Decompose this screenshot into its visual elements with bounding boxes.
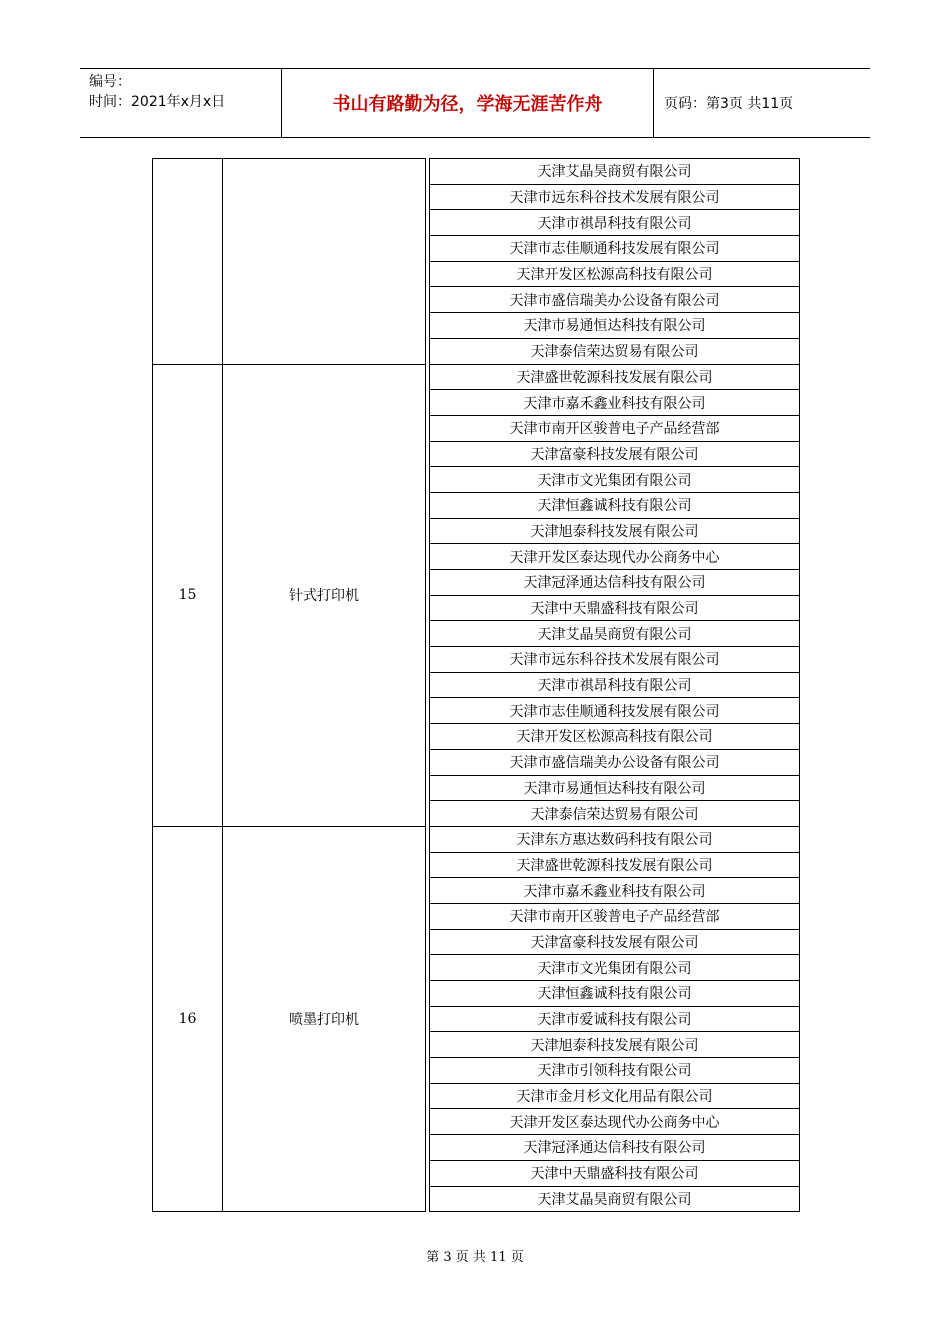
- company-cell: 天津富豪科技发展有限公司: [430, 441, 800, 467]
- company-cell: 天津恒鑫诚科技有限公司: [430, 981, 800, 1007]
- company-cell: 天津市祺昂科技有限公司: [430, 672, 800, 698]
- item-name: 喷墨打印机: [223, 826, 426, 1211]
- company-cell: 天津开发区松源高科技有限公司: [430, 261, 800, 287]
- company-cell: 天津市文光集团有限公司: [430, 955, 800, 981]
- table-row: [153, 364, 800, 390]
- company-cell: 天津市远东科谷技术发展有限公司: [430, 647, 800, 673]
- item-number: 15: [153, 364, 223, 826]
- company-cell: 天津市盛信瑞美办公设备有限公司: [430, 749, 800, 775]
- company-cell: 天津冠泽通达信科技有限公司: [430, 1135, 800, 1161]
- company-cell: 天津艾晶昊商贸有限公司: [430, 621, 800, 647]
- company-cell: 天津市南开区骏普电子产品经营部: [430, 903, 800, 929]
- time-label: 时间：2021年x月x日: [89, 94, 226, 110]
- company-cell: 天津艾晶昊商贸有限公司: [430, 159, 800, 185]
- item-number: 16: [153, 826, 223, 1211]
- company-cell: 天津市易通恒达科技有限公司: [430, 313, 800, 339]
- company-cell: 天津盛世乾源科技发展有限公司: [430, 852, 800, 878]
- company-cell: 天津市南开区骏普电子产品经营部: [430, 415, 800, 441]
- company-cell: 天津市引领科技有限公司: [430, 1058, 800, 1084]
- company-cell: 天津市文光集团有限公司: [430, 467, 800, 493]
- company-cell: 天津恒鑫诚科技有限公司: [430, 492, 800, 518]
- table-row: [153, 159, 800, 185]
- item-number: [153, 159, 223, 365]
- company-cell: 天津泰信荣达贸易有限公司: [430, 801, 800, 827]
- code-label: 编号：: [89, 74, 131, 90]
- company-cell: 天津市嘉禾鑫业科技有限公司: [430, 878, 800, 904]
- company-cell: 天津中天鼎盛科技有限公司: [430, 595, 800, 621]
- supplier-table: [152, 158, 800, 1212]
- company-cell: 天津市爱诚科技有限公司: [430, 1006, 800, 1032]
- page-footer: 第 3 页 共 11 页: [426, 1250, 524, 1265]
- company-cell: 天津旭泰科技发展有限公司: [430, 1032, 800, 1058]
- header-page-label: 页码：第3页 共11页: [664, 96, 794, 112]
- page-header: [80, 68, 870, 138]
- company-cell: 天津市易通恒达科技有限公司: [430, 775, 800, 801]
- company-cell: 天津艾晶昊商贸有限公司: [430, 1186, 800, 1212]
- item-name: [223, 159, 426, 365]
- company-cell: 天津东方惠达数码科技有限公司: [430, 826, 800, 852]
- company-cell: 天津市志佳顺通科技发展有限公司: [430, 236, 800, 262]
- company-cell: 天津市嘉禾鑫业科技有限公司: [430, 390, 800, 416]
- company-cell: 天津旭泰科技发展有限公司: [430, 518, 800, 544]
- company-cell: 天津盛世乾源科技发展有限公司: [430, 364, 800, 390]
- company-cell: 天津市金月杉文化用品有限公司: [430, 1083, 800, 1109]
- company-cell: 天津泰信荣达贸易有限公司: [430, 338, 800, 364]
- company-cell: 天津开发区松源高科技有限公司: [430, 724, 800, 750]
- company-cell: 天津中天鼎盛科技有限公司: [430, 1160, 800, 1186]
- company-cell: 天津市祺昂科技有限公司: [430, 210, 800, 236]
- company-cell: 天津市志佳顺通科技发展有限公司: [430, 698, 800, 724]
- header-motto: 书山有路勤为径，学海无涯苦作舟: [282, 69, 654, 137]
- table-row: [153, 826, 800, 852]
- company-cell: 天津市远东科谷技术发展有限公司: [430, 184, 800, 210]
- company-cell: 天津开发区泰达现代办公商务中心: [430, 1109, 800, 1135]
- company-cell: 天津市盛信瑞美办公设备有限公司: [430, 287, 800, 313]
- company-cell: 天津富豪科技发展有限公司: [430, 929, 800, 955]
- header-meta: [80, 69, 282, 137]
- company-cell: 天津冠泽通达信科技有限公司: [430, 570, 800, 596]
- item-name: 针式打印机: [223, 364, 426, 826]
- company-cell: 天津开发区泰达现代办公商务中心: [430, 544, 800, 570]
